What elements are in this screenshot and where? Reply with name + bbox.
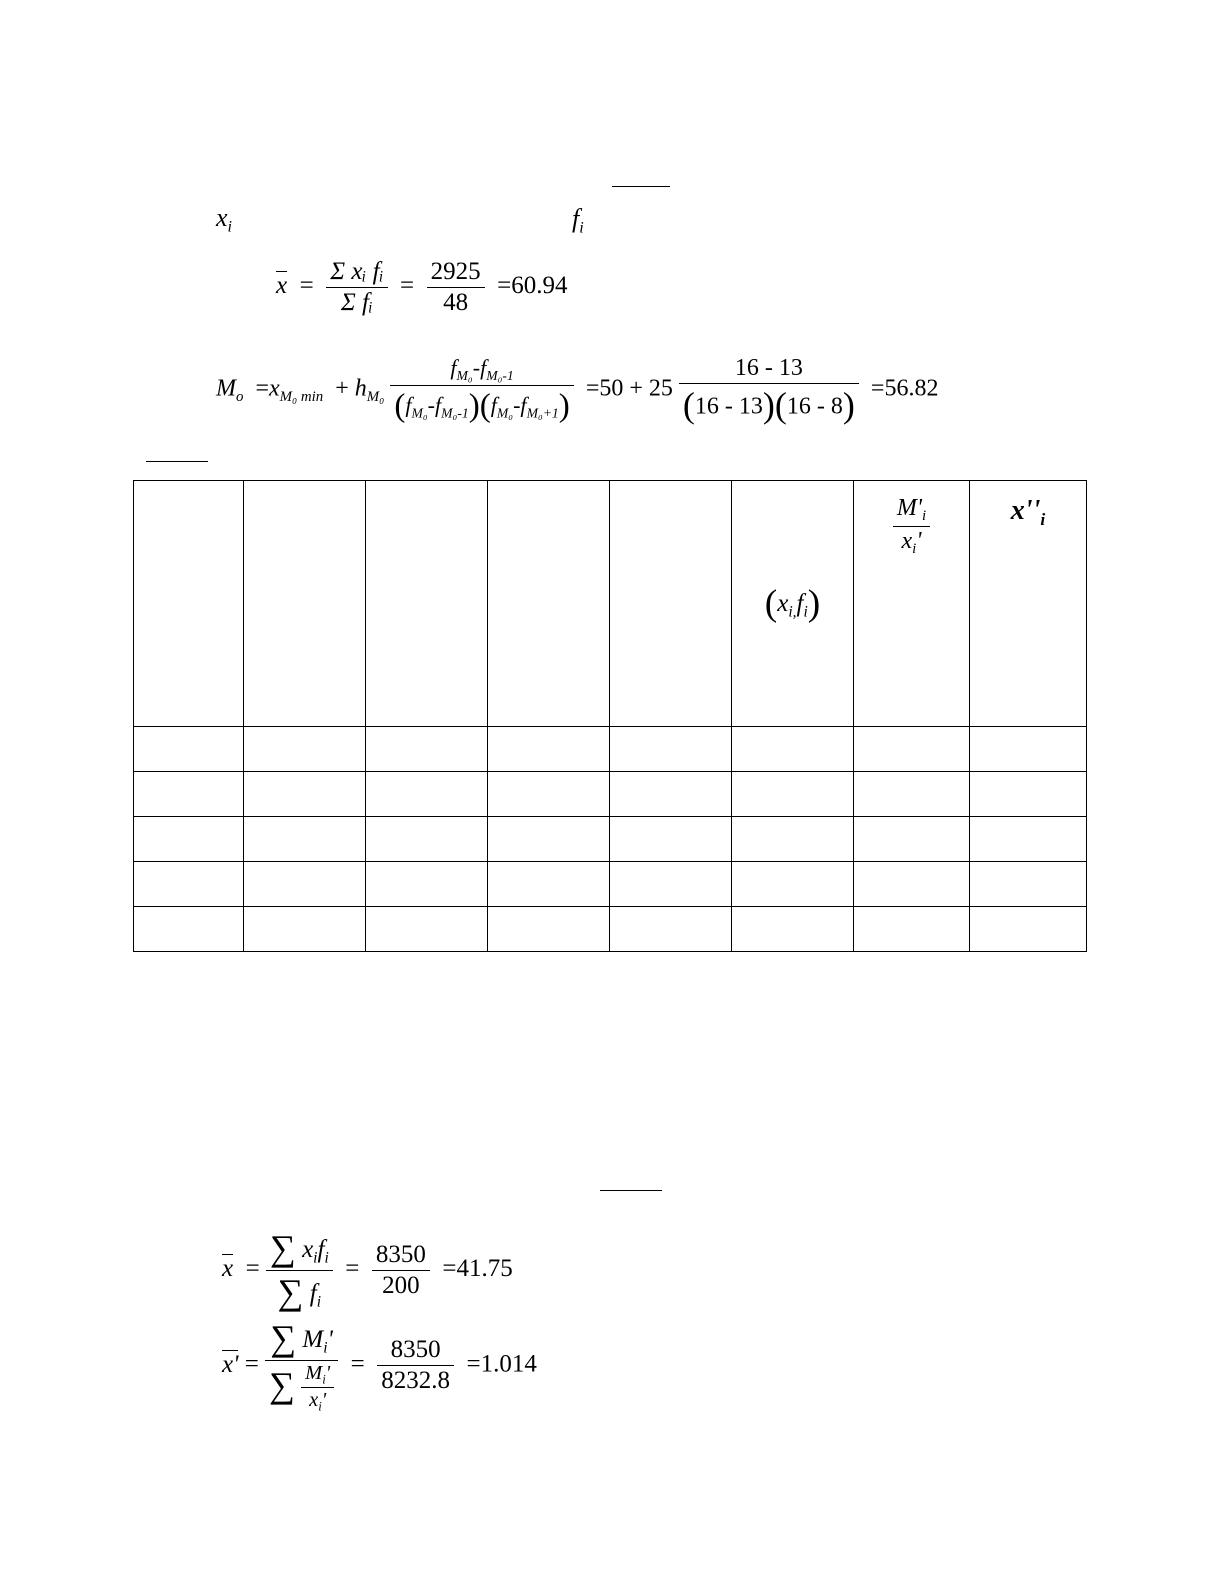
formula-mode-den-close1: ) <box>468 386 480 424</box>
header-cell-x-double-prime <box>970 481 1087 727</box>
formula-mean-3-lhs: x' <box>222 1350 239 1378</box>
header-xf-f: f <box>796 590 804 618</box>
formula-mode-frac-num <box>390 356 573 385</box>
formula-mean-1-value-den: 48 <box>443 289 469 316</box>
formula-mean-2-den: ∑ $f_i$ <box>277 1271 322 1312</box>
formula-mean-3 <box>222 1318 537 1414</box>
header-xpp-base: x'' <box>1010 495 1041 526</box>
formula-mean-1-result: 60.94 <box>511 272 568 300</box>
formula-mode-plus2: + <box>623 375 649 402</box>
formula-mean-3-value-num: 8350 <box>377 1336 454 1366</box>
formula-mode-den-b2: f <box>520 392 527 418</box>
formula-mean-1 <box>276 258 568 317</box>
formula-mean-1-value-fraction <box>427 258 485 317</box>
table-cell <box>854 727 970 772</box>
table-cell <box>244 772 366 817</box>
table-cell <box>244 907 366 952</box>
header-m-den-prime: ' <box>916 527 922 554</box>
formula-mean-3-eq2: = <box>344 1350 372 1378</box>
formula-mode-den-close2: ) <box>558 386 570 424</box>
formula-mean-1-sum-fraction <box>326 258 387 317</box>
table-row <box>134 772 1087 817</box>
symbol-x-i <box>216 203 232 237</box>
table-cell <box>134 772 244 817</box>
formula-mean-1-eq3: = <box>490 272 512 300</box>
table-cell <box>854 907 970 952</box>
table-cell <box>970 907 1087 952</box>
header-cell-1 <box>134 481 244 727</box>
formula-mode-num-f1: f <box>450 355 457 381</box>
table-cell <box>610 907 732 952</box>
table-cell <box>366 727 488 772</box>
header-cell-xf <box>732 481 854 727</box>
formula-mode-result-num: 16 - 13 <box>679 355 859 384</box>
formula-mean-1-value-num: 2925 <box>427 258 485 288</box>
header-xf-open: ( <box>764 583 778 624</box>
table-header-row <box>134 481 1087 727</box>
formula-mode-lhs-sub: o <box>236 388 244 405</box>
table-cell <box>854 772 970 817</box>
formula-mean-3-den <box>265 1361 338 1414</box>
table-cell <box>488 907 610 952</box>
table-cell <box>610 772 732 817</box>
table-cell <box>134 817 244 862</box>
symbol-f-i-base: f <box>572 204 580 233</box>
header-m-den-sub: i <box>912 541 917 558</box>
formula-mode-term1-sub: M₀ min <box>279 388 324 405</box>
formula-mode-num-minus: - <box>472 355 481 381</box>
rule-top <box>612 186 670 187</box>
formula-mode-den-b1-sub: M₀ <box>496 405 514 421</box>
formula-mode-term1: x <box>268 375 280 402</box>
formula-mode-result-den-close1: ) <box>762 384 775 425</box>
formula-mode-result-den-right: 16 - 8 <box>786 393 843 420</box>
header-cell-5 <box>610 481 732 727</box>
table-cell <box>134 862 244 907</box>
data-table <box>133 480 1087 952</box>
formula-mean-1-den: Σ fᵢ <box>340 289 373 316</box>
table-cell <box>854 817 970 862</box>
formula-mean-2-value-num: 8350 <box>372 1241 430 1271</box>
formula-mean-3-eq3: = <box>460 1350 481 1378</box>
table-cell <box>854 862 970 907</box>
table-row <box>134 817 1087 862</box>
formula-mean-3-eq1: = <box>244 1350 259 1378</box>
header-m-num <box>893 495 930 527</box>
formula-mode-den-b2-sub: M₀+1 <box>526 405 559 421</box>
header-m-num-base: M' <box>896 495 922 521</box>
formula-mean-2-num: ∑ $x_if_i$ <box>266 1228 333 1271</box>
header-m-den-base: x <box>901 527 913 554</box>
formula-mean-3-value-den: 8232.8 <box>381 1367 451 1395</box>
table-cell <box>366 772 488 817</box>
formula-mean-3-sum-fraction <box>265 1318 338 1414</box>
formula-mean-2-eq1: = <box>239 1254 260 1282</box>
table-row <box>134 727 1087 772</box>
formula-mode <box>216 355 938 425</box>
formula-mode-num-f2: f <box>480 355 487 381</box>
table-cell <box>488 817 610 862</box>
formula-mean-2-result: 41.75 <box>456 1254 513 1282</box>
table-cell <box>732 772 854 817</box>
formula-mode-eq2: = <box>579 375 600 402</box>
symbol-x-i-base: x <box>216 203 228 232</box>
symbol-x-i-sub: i <box>227 218 233 236</box>
table-cell <box>366 907 488 952</box>
formula-mode-den-open1: ( <box>394 386 406 424</box>
table-cell <box>488 727 610 772</box>
table-cell <box>970 817 1087 862</box>
formula-mode-num-f1-sub: M₀ <box>456 368 473 384</box>
formula-mean-2 <box>222 1228 513 1312</box>
header-cell-4 <box>488 481 610 727</box>
formula-mean-3-num: ∑ $M_i'$ <box>265 1318 338 1361</box>
header-m-den <box>893 527 930 558</box>
header-m-num-sub: i <box>921 508 927 525</box>
table-cell <box>732 907 854 952</box>
symbol-f-i <box>572 204 584 238</box>
table-cell <box>732 817 854 862</box>
table-cell <box>732 862 854 907</box>
formula-mode-den-a1: f <box>405 392 412 418</box>
formula-mode-value-a: 50 <box>599 375 624 402</box>
formula-mode-eq1: = <box>249 375 269 402</box>
formula-mode-result-den-open2: ( <box>774 384 787 425</box>
formula-mean-1-num: Σ xᵢ fᵢ <box>326 258 387 288</box>
table-cell <box>244 862 366 907</box>
formula-mean-2-eq2: = <box>339 1254 366 1282</box>
formula-mode-result: 56.82 <box>884 375 939 402</box>
symbol-f-i-sub: i <box>579 219 584 237</box>
formula-mode-term2-sub: M₀ <box>366 388 385 405</box>
table-cell <box>732 727 854 772</box>
table-cell <box>970 772 1087 817</box>
formula-mode-plus1: + <box>329 375 355 402</box>
formula-mean-3-den-fraction <box>301 1362 334 1414</box>
table-cell <box>610 817 732 862</box>
header-xf-close: ) <box>807 583 821 624</box>
formula-mean-3-den-num: $M_i'$ <box>301 1362 334 1389</box>
formula-mode-result-fraction <box>679 355 859 425</box>
rule-lower-section <box>600 1190 662 1191</box>
formula-mean-3-value-fraction <box>377 1336 454 1395</box>
formula-mean-2-value-fraction <box>372 1241 430 1300</box>
formula-mode-value-b: 25 <box>648 375 673 402</box>
formula-mean-2-value-den: 200 <box>382 1271 420 1299</box>
table-cell <box>488 862 610 907</box>
formula-mode-big-fraction <box>390 356 573 423</box>
formula-mode-num-f2-sub: M₀-1 <box>486 368 514 384</box>
table-cell <box>488 772 610 817</box>
formula-mode-eq3: = <box>864 375 885 402</box>
formula-mean-1-eq1: = <box>293 272 320 300</box>
table-cell <box>970 862 1087 907</box>
formula-mode-result-den-open1: ( <box>682 384 695 425</box>
table-cell <box>366 817 488 862</box>
formula-mode-term2: h <box>354 375 367 402</box>
formula-mode-den-a2: f <box>435 392 442 418</box>
formula-mode-lhs: M <box>216 375 236 402</box>
table-cell <box>970 727 1087 772</box>
formula-mode-den-minus2: - <box>513 392 521 418</box>
table-cell <box>244 817 366 862</box>
header-xpp-sub: i <box>1040 510 1046 530</box>
table-cell <box>366 862 488 907</box>
header-xf-x-sub: i, <box>788 603 797 621</box>
formula-mode-den-minus1: - <box>427 392 436 418</box>
formula-mode-result-den <box>679 384 859 425</box>
formula-mode-result-den-close2: ) <box>842 384 855 425</box>
table-cell <box>244 727 366 772</box>
header-cell-m-over-x <box>854 481 970 727</box>
table-row <box>134 862 1087 907</box>
formula-mode-result-den-left: 16 - 13 <box>694 393 763 420</box>
table-cell <box>134 727 244 772</box>
formula-mode-den-a2-sub: M₀-1 <box>441 405 469 421</box>
formula-mean-2-sum-fraction <box>266 1228 333 1312</box>
table-cell <box>610 727 732 772</box>
formula-mean-1-lhs: x <box>276 272 288 300</box>
header-cell-2 <box>244 481 366 727</box>
formula-mode-den-open2: ( <box>479 386 491 424</box>
rule-above-table <box>146 461 208 462</box>
header-xf-x: x <box>777 590 789 618</box>
formula-mean-1-eq2: = <box>393 272 421 300</box>
formula-mean-3-result: 1.014 <box>480 1350 537 1378</box>
formula-mean-2-lhs: x <box>222 1254 234 1282</box>
formula-mean-3-den-sum: ∑ <box>269 1364 295 1405</box>
formula-mean-2-eq3: = <box>436 1254 457 1282</box>
table-row <box>134 907 1087 952</box>
formula-mode-den-a1-sub: M₀ <box>411 405 428 421</box>
table-cell <box>610 862 732 907</box>
formula-mean-3-den-den: $x_i'$ <box>309 1389 327 1414</box>
header-xf-f-sub: i <box>803 603 808 621</box>
formula-mode-den-b1: f <box>490 392 497 418</box>
formula-mode-frac-den <box>390 386 573 424</box>
header-cell-3 <box>366 481 488 727</box>
table-cell <box>134 907 244 952</box>
